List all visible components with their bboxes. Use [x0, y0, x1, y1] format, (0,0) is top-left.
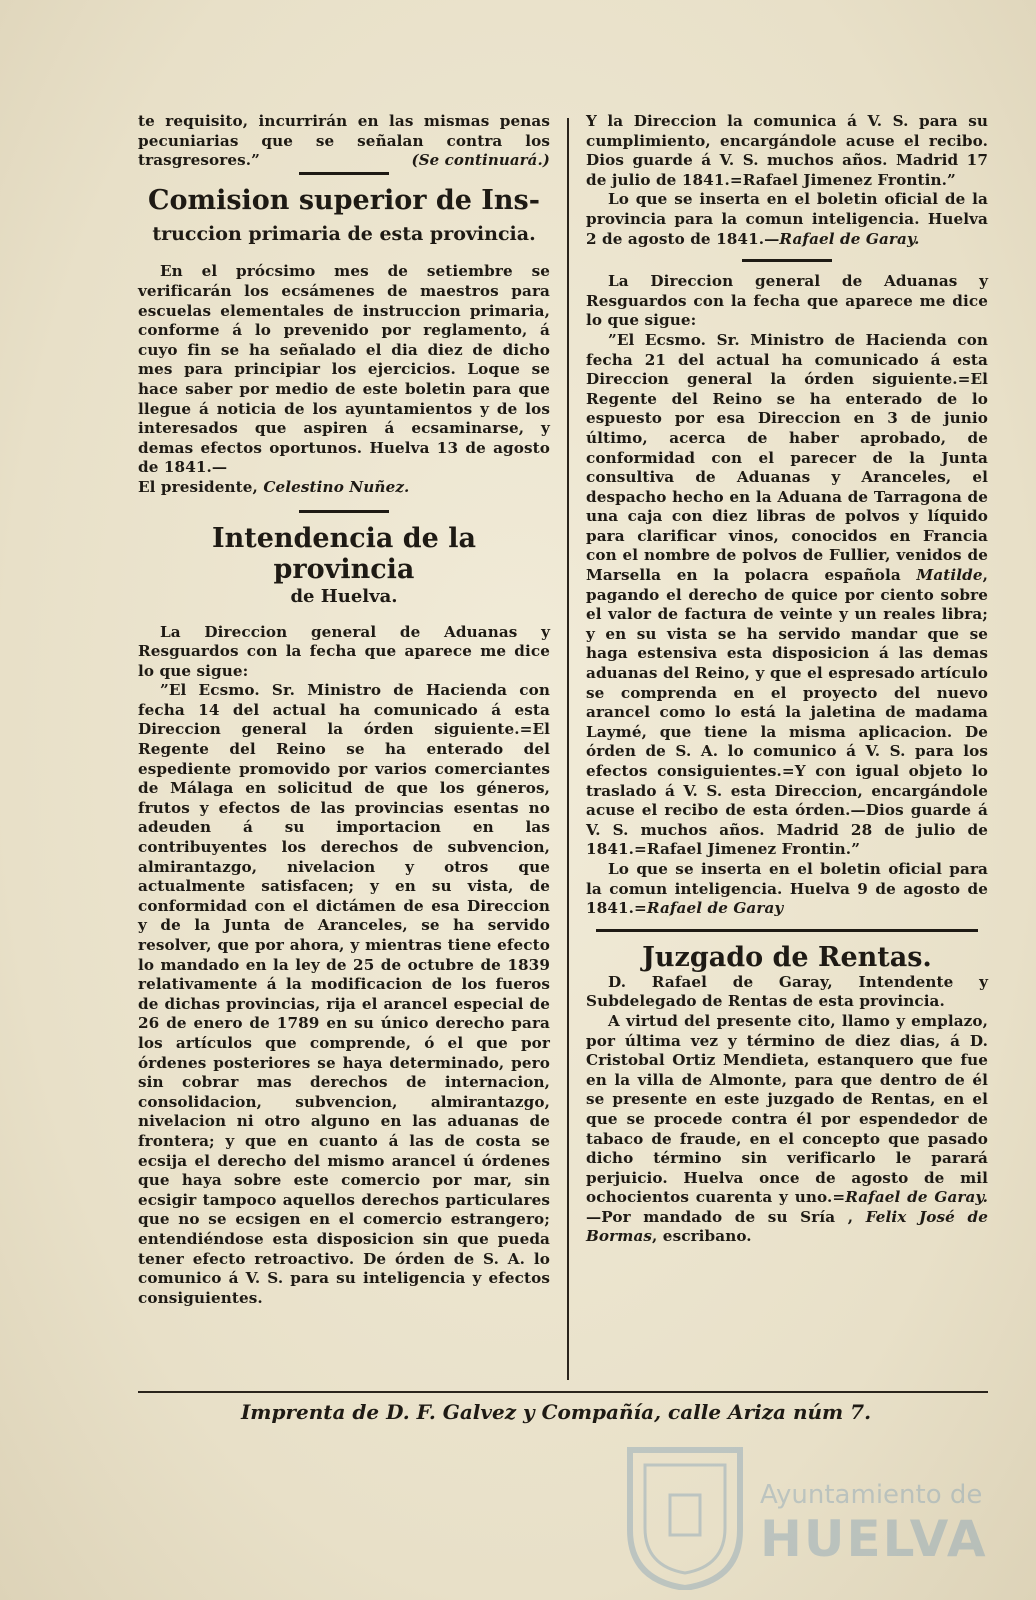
juzgado-body	[586, 1012, 988, 1247]
intendencia-paragraph-2: ”El Ecsmo. Sr. Ministro de Hacienda con fecha 14 del actual ha comunicado á esta Direccion general la órden siguiente.=El Regente del Reino se ha enterado del espediente promovido por varios comerciantes de Málaga en solicitud de que los géneros, frutos y efectos de las provincias esentas no adeuden á su importacion en las contribuyentes los derechos de subvencion, almirantazgo, nivelacion y otros que actualmente satisfacen; y en su vista, de conformidad con el dictámen de esa Direccion y de la Junta de Aranceles, se ha servido resolver, que por ahora, y mientras tiene efecto lo mandado en la ley de 25 de octubre de 1839 relativamente á la modificacion de los fueros de dichas provincias, rija el arancel especial de 26 de enero de 1789 en su único derecho para los artículos que comprende, ó el que por órdenes posteriores se haya determinado, pero sin cobrar mas derechos de internacion, consolidacion, subvencion, almirantazgo, nivelacion ni otro alguno en las aduanas de frontera; y que en cuanto á las de costa se ecsija el derecho del mismo arancel ú órdenes que haya sobre este comercio por mar, sin ecsigir tampoco aquellos derechos particulares que no se ecsigen en el comercio estrangero; entendiéndose esta disposicion sin que pueda tener efecto retroactivo. De órden de S. A. lo comunico á V. S. para su inteligencia y efectos consiguientes.	[138, 681, 550, 1307]
juzgado-signature-end: , escribano.	[652, 1227, 752, 1246]
footer-rule	[138, 1391, 988, 1393]
section-divider	[742, 259, 832, 262]
section-title-intendencia: Intendencia de la provincia	[211, 522, 477, 585]
juzgado-signature-1: Rafael de Garay.	[845, 1188, 988, 1207]
juzgado-intro: D. Rafael de Garay, Intendente y Subdelegado de Rentas de esta provincia.	[586, 972, 988, 1011]
section-divider	[299, 172, 389, 175]
left-column	[138, 112, 550, 1308]
section-title-juzgado: Juzgado de Rentas.	[642, 941, 932, 973]
right-paragraph-4-a: ”El Ecsmo. Sr. Ministro de Hacienda con fecha 21 del actual ha comunicado á esta Direccion general la órden siguiente.=El Regente del Reino se ha enterado de lo espuesto por esa Direccion en 3 de junio último, acerca de haber aprobado, de conformidad con el parecer de la Junta consultiva de Aduanas y Aranceles, el despacho hecho en la Aduana de Tarragona de una caja con diez libras de polvos y líquido para clarificar vinos, conocidos en Francia con el nombre de polvos de Fullier, venidos de Marsella en la polacra española	[586, 330, 988, 585]
juzgado-body-text: A virtud del presente cito, llamo y emplazo, por última vez y término de diez dias, á D. Cristobal Ortiz Mendieta, estanquero que fue en la villa de Almonte, para que dentro de él se presente en este juzgado de Rentas, en el que se procede contra él por espendedor de tabaco de fraude, en el concepto que pasado dicho término sin verificarlo le parará perjuicio. Huelva once de agosto de mil ochocientos cuarenta y uno.=	[586, 1011, 988, 1207]
right-paragraph-1: Y la Direccion la comunica á V. S. para su cumplimiento, encargándole acuse el recibo. Dios guarde á V. S. muchos años. Madrid 17 de julio de 1841.=Rafael Jimenez Frontin.”	[586, 112, 988, 189]
right-paragraph-5	[586, 860, 988, 919]
right-paragraph-4-b: , pagando el derecho de quice por ciento sobre el valor de factura de veinte y un reales libra; y en su vista se ha servido mandar que se haga estensiva esta disposicion á las demas aduanas del Reino, y que el espresado artículo se comprenda en el proyecto del nuevo arancel como lo está la jaletina de madama Laymé, que tiene la misma aplicacion. De órden de S. A. lo comunico á V. S. para los efectos consiguientes.=Y con igual objeto lo traslado á V. S. esta Direccion, encargándole acuse el recibo de esta órden.—Dios guarde á V. S. muchos años. Madrid 28 de julio de 1841.=Rafael Jimenez Frontin.”	[586, 566, 988, 859]
right-paragraph-2-text: Lo que se inserta en el boletin oficial de la provincia para la comun inteligencia. Huelva 2 de agosto de 1841.—	[586, 190, 988, 248]
coat-of-arms-icon	[620, 1440, 750, 1590]
ship-name: Matilde	[916, 566, 983, 585]
right-column	[586, 112, 988, 1247]
watermark-line-2: HUELVA	[760, 1510, 988, 1568]
watermark	[620, 1440, 988, 1590]
continuation-note: (Se continuará.)	[411, 150, 550, 169]
juzgado-signature-2: Felix José de Bormas	[586, 1207, 988, 1246]
section-title-comision-line1: Comision superior de Ins-	[148, 185, 540, 217]
right-paragraph-2-signature: Rafael de Garay.	[779, 229, 920, 248]
intro-paragraph: te requisito, incurrirán en las mismas penas pecuniarias que se señalan contra los trasgresores.”	[138, 112, 550, 170]
watermark-line-1: Ayuntamiento de	[760, 1480, 983, 1510]
comision-signature-prefix: El presidente,	[138, 477, 264, 496]
right-paragraph-3: La Direccion general de Aduanas y Resguardos con la fecha que aparece me dice lo que sigue:	[586, 272, 988, 330]
comision-body: En el prócsimo mes de setiembre se verificarán los ecsámenes de maestros para escuelas elementales de instruccion primaria, conforme á lo prevenido por reglamento, á cuyo fin se ha señalado el dia diez de dicho mes para principiar los ejercicios. Loque se hace saber por medio de este boletin para que llegue á noticia de los ayuntamientos y de los interesados que aspiren á ecsaminarse, y demas efectos oportunos. Huelva 13 de agosto de 1841.—	[138, 262, 550, 477]
juzgado-signature-middle: —Por mandado de su Sría ,	[586, 1207, 866, 1226]
footer-imprint: Imprenta de D. F. Galvez y Compañía, calle Ariza núm 7.	[240, 1400, 872, 1424]
section-divider-long	[596, 929, 978, 932]
intendencia-paragraph-1: La Direccion general de Aduanas y Resguardos con la fecha que aparece me dice lo que sigue:	[138, 622, 550, 680]
section-title-comision	[138, 185, 550, 250]
right-paragraph-4	[586, 331, 988, 860]
right-paragraph-2	[586, 190, 988, 249]
right-paragraph-5-text: Lo que se inserta en el boletin oficial para la comun inteligencia. Huelva 9 de agosto de 1841.=	[586, 859, 988, 918]
column-divider	[567, 118, 569, 1380]
section-divider	[299, 510, 389, 513]
section-title-comision-line2: truccion primaria de esta provincia.	[152, 223, 536, 246]
right-paragraph-5-signature: Rafael de Garay	[646, 899, 784, 918]
comision-signature-name: Celestino Nuñez.	[263, 477, 410, 496]
comision-signature	[138, 478, 550, 498]
section-subtitle-intendencia: de Huelva.	[290, 585, 398, 607]
